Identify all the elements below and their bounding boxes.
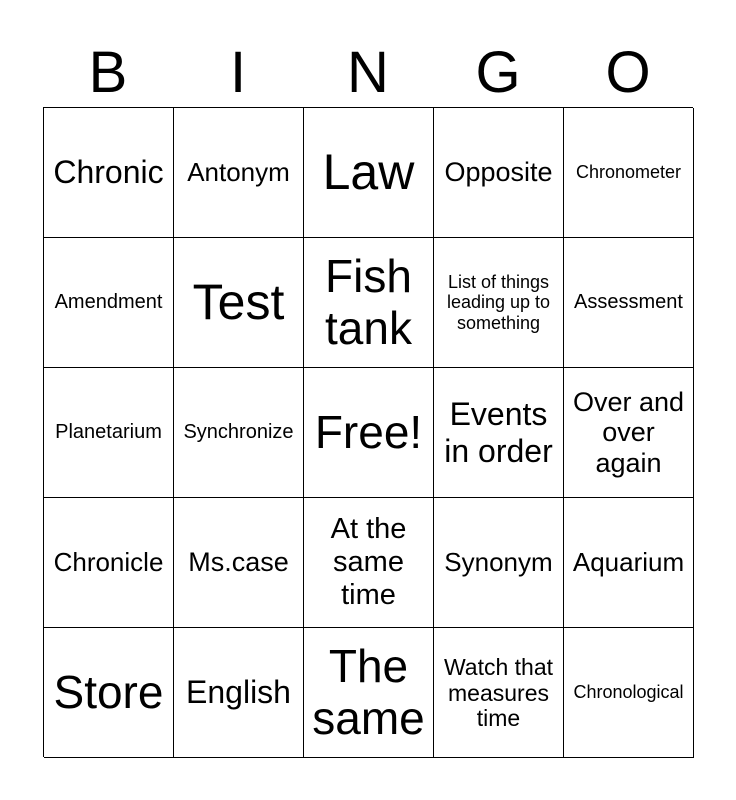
cell-text: Ms.case	[188, 547, 289, 578]
cell-text: Law	[322, 144, 415, 201]
cell-text: Amendment	[54, 291, 163, 314]
cell-text: Chronic	[53, 154, 164, 191]
cell-text: Synchronize	[183, 421, 294, 444]
bingo-header	[43, 40, 693, 106]
bingo-cell[interactable]	[304, 498, 434, 628]
cell-text: Chronological	[573, 682, 684, 703]
cell-text: Antonym	[187, 156, 290, 187]
cell-text: Chronometer	[575, 162, 682, 183]
cell-text: English	[186, 674, 291, 711]
bingo-cell[interactable]	[564, 498, 694, 628]
cell-text: Events in order	[444, 396, 553, 469]
bingo-cell[interactable]	[44, 368, 174, 498]
header-letter-b: B	[88, 40, 128, 105]
cell-text: At the same time	[330, 513, 407, 611]
cell-text: Synonym	[444, 546, 553, 577]
cell-text: Opposite	[444, 157, 553, 188]
cell-text: Test	[192, 274, 285, 331]
cell-text: List of things leading up to something	[446, 272, 551, 333]
cell-text: Aquarium	[572, 546, 685, 577]
header-letter-n: N	[347, 40, 389, 105]
bingo-cell[interactable]	[434, 368, 564, 498]
bingo-cell[interactable]	[174, 238, 304, 368]
bingo-cell[interactable]	[564, 628, 694, 758]
bingo-cell[interactable]	[434, 238, 564, 368]
cell-text: Fish tank	[325, 249, 412, 354]
bingo-cell[interactable]	[564, 108, 694, 238]
cell-text: The same	[312, 639, 425, 744]
header-letter-g: G	[475, 40, 521, 105]
bingo-cell[interactable]	[304, 368, 434, 498]
bingo-cell[interactable]	[304, 108, 434, 238]
bingo-cell[interactable]	[174, 368, 304, 498]
bingo-cell[interactable]	[304, 238, 434, 368]
bingo-cell[interactable]	[44, 238, 174, 368]
bingo-cell[interactable]	[44, 498, 174, 628]
cell-text: Planetarium	[55, 421, 162, 444]
bingo-cell[interactable]	[564, 238, 694, 368]
bingo-board	[43, 107, 693, 757]
cell-text: Over and over again	[572, 386, 685, 478]
bingo-cell[interactable]	[174, 498, 304, 628]
cell-text: Assessment	[574, 291, 683, 314]
bingo-cell[interactable]	[174, 628, 304, 758]
bingo-cell[interactable]	[434, 498, 564, 628]
cell-text: Store	[53, 665, 164, 718]
free-space: Free!	[314, 405, 423, 458]
cell-text: Chronicle	[53, 546, 164, 577]
bingo-cell[interactable]	[564, 368, 694, 498]
header-letter-i: I	[229, 40, 247, 105]
header-letter-o: O	[605, 40, 651, 105]
cell-text: Watch that measures time	[443, 653, 554, 732]
bingo-cell[interactable]	[44, 628, 174, 758]
bingo-cell[interactable]	[434, 108, 564, 238]
bingo-cell[interactable]	[434, 628, 564, 758]
bingo-cell[interactable]	[304, 628, 434, 758]
bingo-cell[interactable]	[44, 108, 174, 238]
bingo-cell[interactable]	[174, 108, 304, 238]
